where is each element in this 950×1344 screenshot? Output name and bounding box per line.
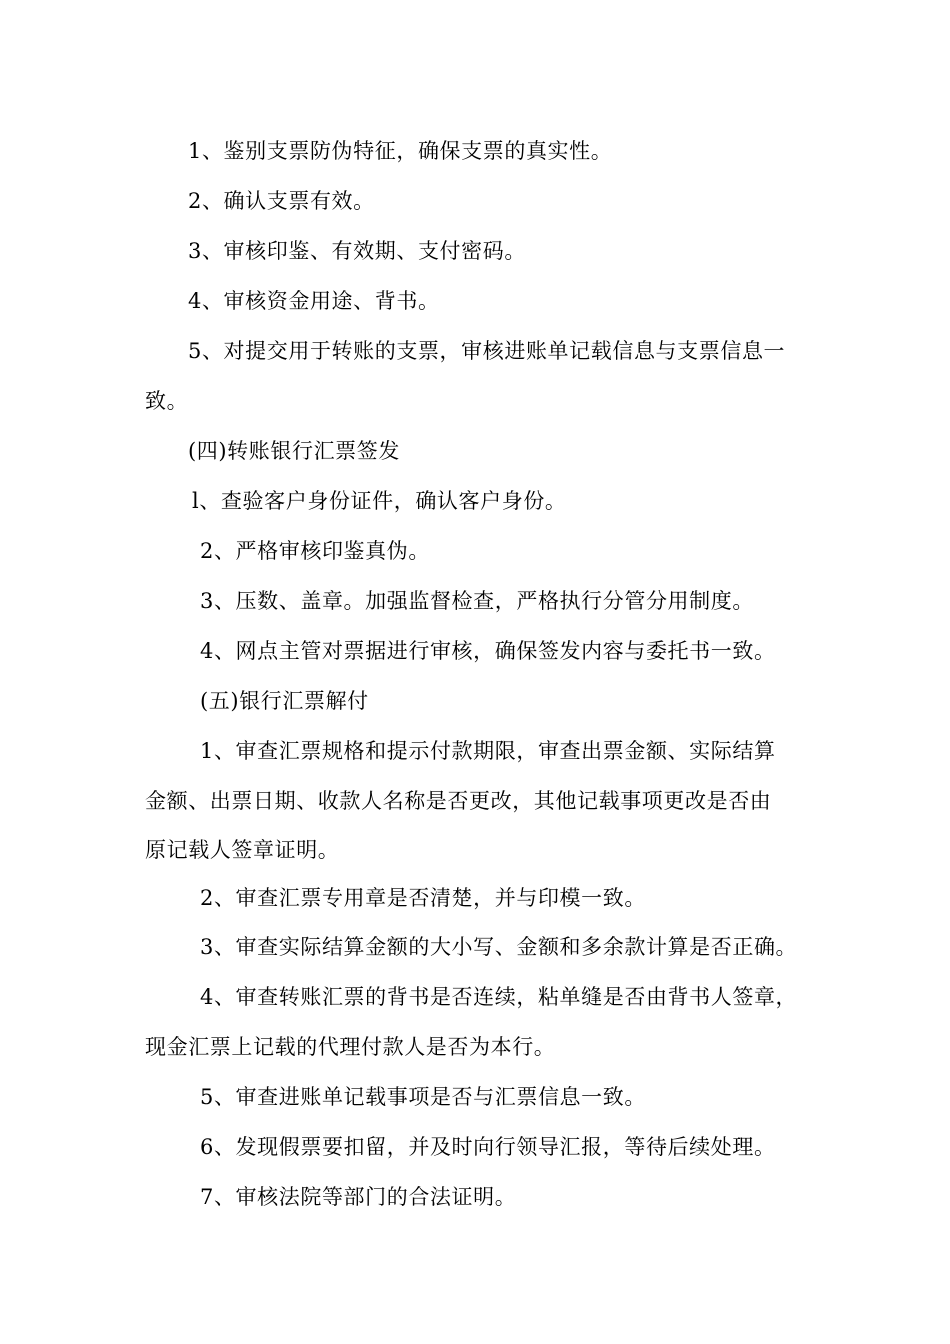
text-line-21: 6、发现假票要扣留，并及时向行领导汇报，等待后续处理。 xyxy=(200,1135,776,1159)
section-heading-5: (五)银行汇票解付 xyxy=(200,689,369,713)
text-line-18: 4、审查转账汇票的背书是否连续，粘单缝是否由背书人签章， xyxy=(200,985,798,1009)
text-line-8: l、查验客户身份证件，确认客户身份。 xyxy=(192,489,567,513)
text-line-19: 现金汇票上记载的代理付款人是否为本行。 xyxy=(145,1035,556,1059)
text-line-11: 4、网点主管对票据进行审核，确保签发内容与委托书一致。 xyxy=(200,639,776,663)
text-line-22: 7、审核法院等部门的合法证明。 xyxy=(200,1185,517,1209)
text-line-16: 2、审查汇票专用章是否清楚，并与印模一致。 xyxy=(200,886,646,910)
text-line-6: 致。 xyxy=(145,389,189,413)
text-line-1: 1、鉴别支票防伪特征，确保支票的真实性。 xyxy=(188,139,613,163)
text-line-5: 5、对提交用于转账的支票，审核进账单记载信息与支票信息一 xyxy=(188,339,786,363)
text-line-17: 3、审查实际结算金额的大小写、金额和多余款计算是否正确。 xyxy=(200,935,798,959)
text-line-9: 2、严格审核印鉴真伪。 xyxy=(200,539,430,563)
text-line-4: 4、审核资金用途、背书。 xyxy=(188,289,440,313)
text-line-15: 原记载人签章证明。 xyxy=(145,838,340,862)
section-heading-4: (四)转账银行汇票签发 xyxy=(188,439,400,463)
text-line-14: 金额、出票日期、收款人名称是否更改，其他记载事项更改是否由 xyxy=(145,789,772,813)
text-line-2: 2、确认支票有效。 xyxy=(188,189,375,213)
text-line-10: 3、压数、盖章。加强监督检查，严格执行分管分用制度。 xyxy=(200,589,754,613)
text-line-3: 3、审核印鉴、有效期、支付密码。 xyxy=(188,239,526,263)
text-line-13: 1、审查汇票规格和提示付款期限，审查出票金额、实际结算 xyxy=(200,739,776,763)
text-line-20: 5、审查进账单记载事项是否与汇票信息一致。 xyxy=(200,1085,646,1109)
